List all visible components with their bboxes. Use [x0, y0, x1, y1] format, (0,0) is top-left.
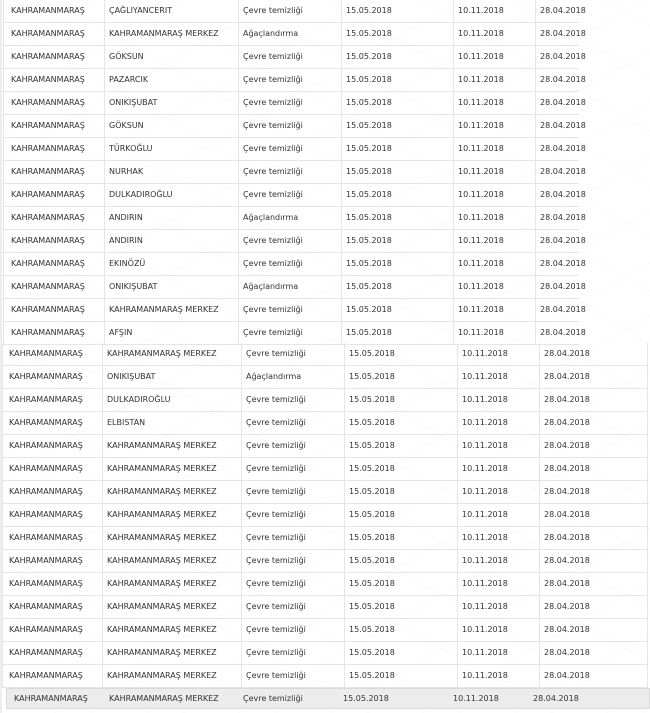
cell-date: 28.04.2018 — [535, 23, 583, 45]
table-row[interactable] — [3, 276, 586, 299]
cell-end-date: 10.11.2018 — [453, 0, 535, 22]
table-row[interactable] — [3, 207, 586, 230]
cell-start-date: 15.05.2018 — [341, 92, 453, 114]
cell-district: GÖKSUN — [104, 46, 238, 68]
cell-district: ONIKIŞUBAT — [104, 276, 238, 298]
cell-activity-type: Çevre temizliği — [238, 184, 341, 206]
cell-start-date: 15.05.2018 — [341, 299, 453, 321]
cell-province: KAHRAMANMARAŞ — [9, 395, 83, 404]
cell-province: KAHRAMANMARAŞ — [9, 602, 83, 611]
cell-start-date: 15.05.2018 — [341, 23, 453, 45]
cell-activity-type: Çevre temizliği — [238, 69, 341, 91]
table-row[interactable] — [3, 138, 586, 161]
cell-activity-type: Çevre temizliği — [241, 665, 344, 687]
cell-district: EKINÖZÜ — [104, 253, 238, 275]
cell-activity-type: Çevre temizliği — [241, 642, 344, 664]
cell-district: NURHAK — [104, 161, 238, 183]
cell-province: KAHRAMANMARAŞ — [11, 75, 85, 84]
cell-end-date: 10.11.2018 — [457, 550, 539, 572]
cell-province: KAHRAMANMARAŞ — [11, 190, 85, 199]
table-row-highlighted[interactable] — [6, 688, 650, 709]
table-row[interactable] — [2, 550, 648, 573]
cell-district: KAHRAMANMARAŞ MERKEZ — [102, 458, 241, 480]
table-row[interactable] — [2, 343, 648, 366]
cell-province: KAHRAMANMARAŞ — [9, 510, 83, 519]
cell-province: KAHRAMANMARAŞ — [9, 349, 83, 358]
cell-end-date: 10.11.2018 — [457, 596, 539, 618]
cell-end-date: 10.11.2018 — [453, 253, 535, 275]
cell-end-date: 10.11.2018 — [453, 115, 535, 137]
table-row[interactable] — [3, 299, 586, 322]
cell-end-date: 10.11.2018 — [453, 69, 535, 91]
cell-activity-type: Ağaçlandırma — [238, 276, 341, 298]
cell-start-date: 15.05.2018 — [341, 161, 453, 183]
cell-date: 28.04.2018 — [535, 253, 583, 275]
cell-start-date: 15.05.2018 — [343, 694, 389, 703]
cell-end-date: 10.11.2018 — [453, 299, 535, 321]
cell-date: 28.04.2018 — [535, 115, 583, 137]
cell-end-date: 10.11.2018 — [453, 184, 535, 206]
cell-start-date: 15.05.2018 — [344, 343, 457, 365]
cell-start-date: 15.05.2018 — [344, 366, 457, 388]
cell-district: ONIKIŞUBAT — [104, 92, 238, 114]
cell-start-date: 15.05.2018 — [344, 504, 457, 526]
cell-activity-type: Çevre temizliği — [238, 322, 341, 344]
cell-end-date: 10.11.2018 — [457, 481, 539, 503]
table-row[interactable] — [3, 322, 586, 345]
cell-province: KAHRAMANMARAŞ — [11, 29, 85, 38]
cell-province: KAHRAMANMARAŞ — [11, 282, 85, 291]
cell-province: KAHRAMANMARAŞ — [9, 418, 83, 427]
cell-province: KAHRAMANMARAŞ — [11, 121, 85, 130]
cell-activity-type: Çevre temizliği — [238, 253, 341, 275]
cell-province: KAHRAMANMARAŞ — [9, 671, 83, 680]
cell-start-date: 15.05.2018 — [344, 458, 457, 480]
table-row[interactable] — [2, 642, 648, 665]
cell-end-date: 10.11.2018 — [457, 389, 539, 411]
cell-start-date: 15.05.2018 — [341, 276, 453, 298]
cell-end-date: 10.11.2018 — [457, 504, 539, 526]
cell-end-date: 10.11.2018 — [453, 161, 535, 183]
table-row[interactable] — [3, 115, 586, 138]
cell-province: KAHRAMANMARAŞ — [9, 625, 83, 634]
cell-date: 28.04.2018 — [535, 230, 583, 252]
cell-district: KAHRAMANMARAŞ MERKEZ — [102, 573, 241, 595]
cell-end-date: 10.11.2018 — [453, 46, 535, 68]
cell-start-date: 15.05.2018 — [341, 184, 453, 206]
table-row[interactable] — [2, 527, 648, 550]
cell-date: 28.04.2018 — [535, 184, 583, 206]
cell-end-date: 10.11.2018 — [453, 92, 535, 114]
cell-district: ANDIRIN — [104, 230, 238, 252]
cell-province: KAHRAMANMARAŞ — [11, 144, 85, 153]
cell-end-date: 10.11.2018 — [457, 665, 539, 687]
cell-activity-type: Çevre temizliği — [241, 596, 344, 618]
cell-province: KAHRAMANMARAŞ — [9, 441, 83, 450]
cell-end-date: 10.11.2018 — [453, 694, 499, 703]
cell-province: KAHRAMANMARAŞ — [11, 213, 85, 222]
table-row[interactable] — [2, 389, 648, 412]
cell-end-date: 10.11.2018 — [457, 458, 539, 480]
cell-activity-type: Çevre temizliği — [241, 573, 344, 595]
cell-province: KAHRAMANMARAŞ — [11, 6, 85, 15]
cell-activity-type: Ağaçlandırma — [238, 207, 341, 229]
cell-activity-type: Çevre temizliği — [238, 230, 341, 252]
cell-start-date: 15.05.2018 — [344, 573, 457, 595]
table-row[interactable] — [2, 596, 648, 619]
cell-date: 28.04.2018 — [535, 161, 583, 183]
cell-start-date: 15.05.2018 — [344, 435, 457, 457]
cell-date: 28.04.2018 — [539, 527, 650, 549]
cell-end-date: 10.11.2018 — [457, 619, 539, 641]
cell-activity-type: Çevre temizliği — [241, 343, 344, 365]
cell-end-date: 10.11.2018 — [457, 573, 539, 595]
cell-district: ONIKIŞUBAT — [102, 366, 241, 388]
cell-end-date: 10.11.2018 — [453, 23, 535, 45]
cell-district: KAHRAMANMARAŞ MERKEZ — [102, 504, 241, 526]
cell-start-date: 15.05.2018 — [341, 253, 453, 275]
cell-date: 28.04.2018 — [535, 299, 583, 321]
table-row[interactable] — [2, 481, 648, 504]
cell-province: KAHRAMANMARAŞ — [11, 52, 85, 61]
cell-activity-type: Çevre temizliği — [238, 138, 341, 160]
cell-date: 28.04.2018 — [535, 92, 583, 114]
cell-start-date: 15.05.2018 — [341, 69, 453, 91]
cell-province: KAHRAMANMARAŞ — [9, 487, 83, 496]
table-row[interactable] — [3, 161, 586, 184]
cell-district: KAHRAMANMARAŞ MERKEZ — [102, 435, 241, 457]
cell-district: KAHRAMANMARAŞ MERKEZ — [102, 343, 241, 365]
cell-date: 28.04.2018 — [535, 138, 583, 160]
table-row[interactable] — [3, 92, 586, 115]
cell-district: ELBISTAN — [102, 412, 241, 434]
activity-table-2 — [0, 343, 650, 688]
cell-date: 28.04.2018 — [539, 550, 650, 572]
cell-district: PAZARCIK — [104, 69, 238, 91]
cell-activity-type: Çevre temizliği — [241, 619, 344, 641]
cell-activity-type: Çevre temizliği — [241, 527, 344, 549]
cell-end-date: 10.11.2018 — [453, 207, 535, 229]
table-row[interactable] — [2, 458, 648, 481]
cell-date: 28.04.2018 — [539, 435, 650, 457]
cell-end-date: 10.11.2018 — [453, 276, 535, 298]
cell-province: KAHRAMANMARAŞ — [9, 648, 83, 657]
cell-activity-type: Çevre temizliği — [243, 694, 303, 703]
cell-start-date: 15.05.2018 — [341, 115, 453, 137]
cell-province: KAHRAMANMARAŞ — [9, 372, 83, 381]
cell-activity-type: Çevre temizliği — [238, 115, 341, 137]
table-row[interactable] — [2, 573, 648, 596]
table-row[interactable] — [2, 665, 648, 688]
table-row[interactable] — [3, 0, 586, 23]
cell-date: 28.04.2018 — [539, 504, 650, 526]
cell-activity-type: Çevre temizliği — [238, 0, 341, 22]
cell-activity-type: Çevre temizliği — [238, 161, 341, 183]
cell-district: ANDIRIN — [104, 207, 238, 229]
cell-province: KAHRAMANMARAŞ — [11, 305, 85, 314]
cell-activity-type: Ağaçlandırma — [238, 23, 341, 45]
cell-district: DULKADIROĞLU — [102, 389, 241, 411]
cell-district: DULKADIROĞLU — [104, 184, 238, 206]
cell-province: KAHRAMANMARAŞ — [11, 236, 85, 245]
cell-district: KAHRAMANMARAŞ MERKEZ — [109, 694, 219, 703]
cell-activity-type: Çevre temizliği — [241, 550, 344, 572]
cell-activity-type: Çevre temizliği — [241, 458, 344, 480]
table-row[interactable] — [2, 412, 648, 435]
cell-date: 28.04.2018 — [539, 619, 650, 641]
cell-date: 28.04.2018 — [535, 207, 583, 229]
cell-end-date: 10.11.2018 — [453, 230, 535, 252]
activity-table-1 — [0, 0, 650, 345]
table-row[interactable] — [3, 69, 586, 92]
cell-activity-type: Çevre temizliği — [238, 299, 341, 321]
cell-activity-type: Çevre temizliği — [238, 92, 341, 114]
table-row[interactable] — [3, 184, 586, 207]
cell-province: KAHRAMANMARAŞ — [11, 259, 85, 268]
cell-date: 28.04.2018 — [539, 366, 650, 388]
cell-district: TÜRKOĞLU — [104, 138, 238, 160]
cell-date: 28.04.2018 — [535, 276, 583, 298]
cell-province: KAHRAMANMARAŞ — [9, 464, 83, 473]
table-row[interactable] — [3, 253, 586, 276]
cell-district: KAHRAMANMARAŞ MERKEZ — [102, 665, 241, 687]
cell-start-date: 15.05.2018 — [344, 412, 457, 434]
cell-province: KAHRAMANMARAŞ — [11, 167, 85, 176]
cell-district: KAHRAMANMARAŞ MERKEZ — [102, 596, 241, 618]
cell-activity-type: Çevre temizliği — [238, 46, 341, 68]
cell-start-date: 15.05.2018 — [341, 230, 453, 252]
cell-district: AFŞIN — [104, 322, 238, 344]
cell-district: KAHRAMANMARAŞ MERKEZ — [102, 619, 241, 641]
cell-end-date: 10.11.2018 — [457, 527, 539, 549]
table-row[interactable] — [2, 619, 648, 642]
cell-start-date: 15.05.2018 — [344, 481, 457, 503]
cell-activity-type: Çevre temizliği — [241, 389, 344, 411]
cell-province: KAHRAMANMARAŞ — [11, 98, 85, 107]
cell-start-date: 15.05.2018 — [341, 322, 453, 344]
cell-district: KAHRAMANMARAŞ MERKEZ — [102, 550, 241, 572]
cell-province: KAHRAMANMARAŞ — [9, 533, 83, 542]
cell-end-date: 10.11.2018 — [457, 435, 539, 457]
cell-start-date: 15.05.2018 — [344, 550, 457, 572]
cell-province: KAHRAMANMARAŞ — [9, 579, 83, 588]
cell-date: 28.04.2018 — [539, 665, 650, 687]
table-row[interactable] — [3, 230, 586, 253]
cell-district: KAHRAMANMARAŞ MERKEZ — [102, 481, 241, 503]
cell-activity-type: Çevre temizliği — [241, 481, 344, 503]
cell-activity-type: Çevre temizliği — [241, 504, 344, 526]
cell-start-date: 15.05.2018 — [344, 665, 457, 687]
cell-date: 28.04.2018 — [535, 322, 583, 344]
cell-date: 28.04.2018 — [539, 596, 650, 618]
cell-date: 28.04.2018 — [535, 0, 583, 22]
cell-province: KAHRAMANMARAŞ — [9, 556, 83, 565]
cell-date: 28.04.2018 — [539, 642, 650, 664]
cell-end-date: 10.11.2018 — [453, 322, 535, 344]
cell-district: ÇAĞLIYANCERIT — [104, 0, 238, 22]
cell-start-date: 15.05.2018 — [344, 389, 457, 411]
cell-start-date: 15.05.2018 — [344, 527, 457, 549]
cell-date: 28.04.2018 — [539, 389, 650, 411]
cell-district: GÖKSUN — [104, 115, 238, 137]
cell-date: 28.04.2018 — [535, 69, 583, 91]
cell-start-date: 15.05.2018 — [344, 619, 457, 641]
cell-date: 28.04.2018 — [533, 694, 579, 703]
cell-end-date: 10.11.2018 — [457, 343, 539, 365]
cell-district: KAHRAMANMARAŞ MERKEZ — [104, 23, 238, 45]
cell-province: KAHRAMANMARAŞ — [14, 694, 88, 703]
cell-start-date: 15.05.2018 — [341, 0, 453, 22]
cell-district: KAHRAMANMARAŞ MERKEZ — [102, 527, 241, 549]
cell-date: 28.04.2018 — [539, 573, 650, 595]
cell-start-date: 15.05.2018 — [341, 138, 453, 160]
cell-activity-type: Çevre temizliği — [241, 435, 344, 457]
cell-date: 28.04.2018 — [539, 481, 650, 503]
cell-end-date: 10.11.2018 — [457, 642, 539, 664]
cell-district: KAHRAMANMARAŞ MERKEZ — [104, 299, 238, 321]
table-row[interactable] — [3, 23, 586, 46]
cell-date: 28.04.2018 — [539, 412, 650, 434]
table-row[interactable] — [2, 435, 648, 458]
cell-start-date: 15.05.2018 — [341, 207, 453, 229]
cell-end-date: 10.11.2018 — [457, 366, 539, 388]
cell-date: 28.04.2018 — [539, 458, 650, 480]
cell-start-date: 15.05.2018 — [341, 46, 453, 68]
table-row[interactable] — [2, 504, 648, 527]
cell-end-date: 10.11.2018 — [457, 412, 539, 434]
cell-date: 28.04.2018 — [539, 343, 650, 365]
cell-activity-type: Çevre temizliği — [241, 412, 344, 434]
cell-start-date: 15.05.2018 — [344, 642, 457, 664]
cell-end-date: 10.11.2018 — [453, 138, 535, 160]
table-row[interactable] — [3, 46, 586, 69]
table-row[interactable] — [2, 366, 648, 389]
cell-activity-type: Ağaçlandırma — [241, 366, 344, 388]
cell-province: KAHRAMANMARAŞ — [11, 328, 85, 337]
cell-district: KAHRAMANMARAŞ MERKEZ — [102, 642, 241, 664]
cell-start-date: 15.05.2018 — [344, 596, 457, 618]
cell-date: 28.04.2018 — [535, 46, 583, 68]
